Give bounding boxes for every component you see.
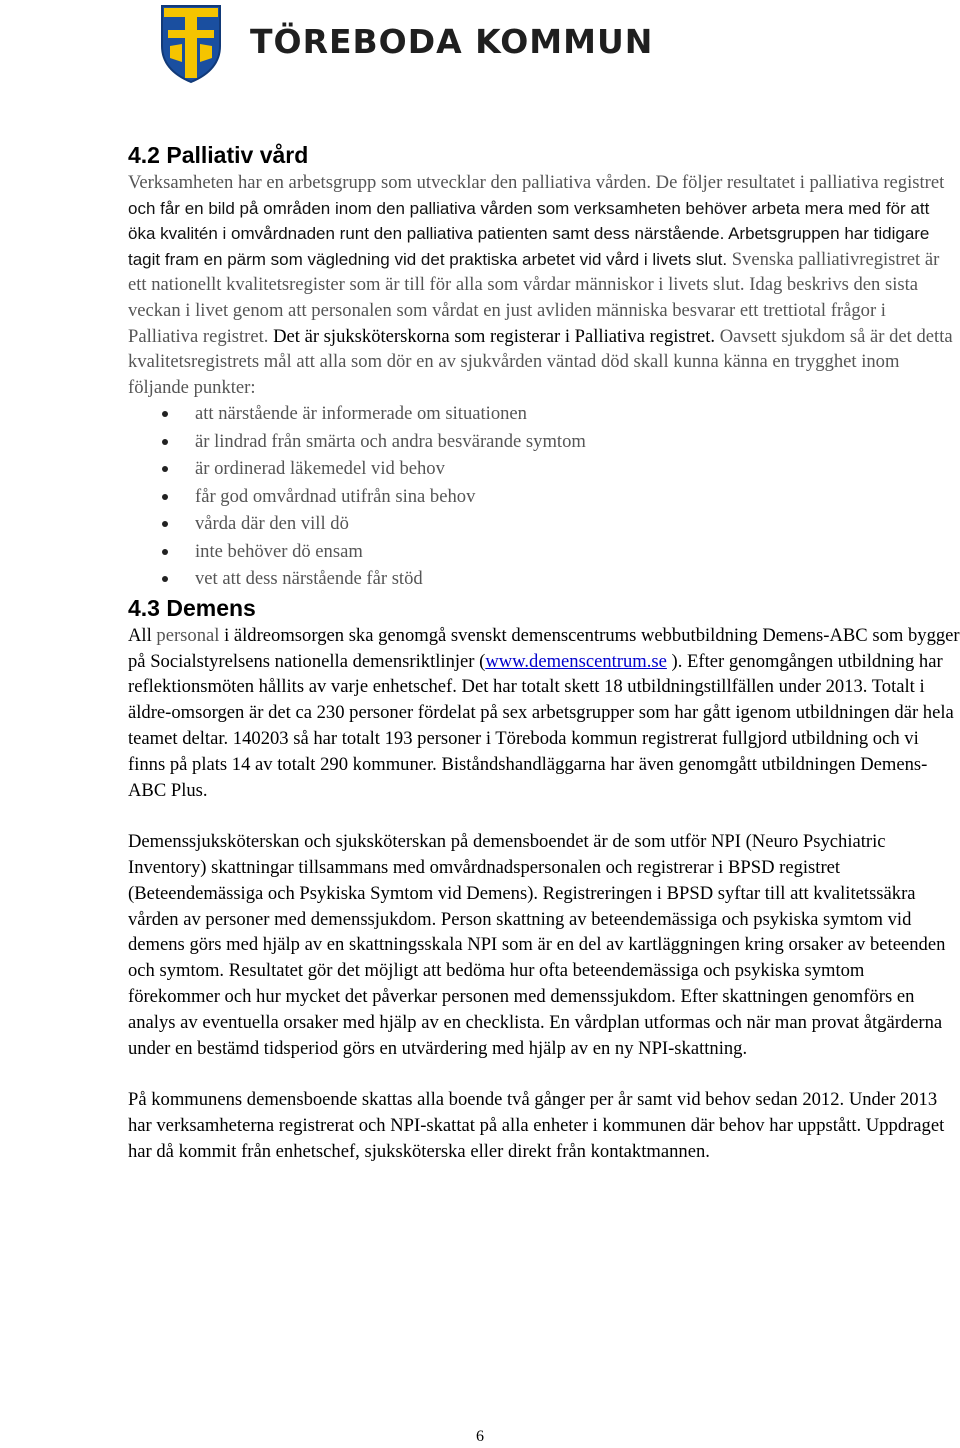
paragraph-segment: personal xyxy=(156,624,220,646)
list-item xyxy=(128,428,960,456)
list-item xyxy=(128,565,960,593)
bullet-list xyxy=(128,400,960,593)
bullet-icon xyxy=(162,494,168,500)
list-item-text: får god omvårdnad utifrån sina behov xyxy=(195,485,476,507)
page-number: 6 xyxy=(476,1428,484,1445)
paragraph-segment: i äldreomsorgen ska genomgå svenskt demenscentrums webbutbildning Demens-ABC som bygger på Socialstyrelsens nationella demensriktlinjer ( xyxy=(128,624,960,672)
demenscentrum-link[interactable]: www.demenscentrum.se xyxy=(485,650,667,672)
list-item xyxy=(128,538,960,566)
paragraph-segment: Det är sjuksköterskorna som registerar i Palliativa registret. xyxy=(273,325,716,347)
palliativ-paragraph xyxy=(128,170,960,400)
list-item-text: är lindrad från smärta och andra besvärande symtom xyxy=(195,430,586,452)
municipality-name: TÖREBODA KOMMUN xyxy=(250,22,654,61)
bullet-icon xyxy=(162,521,168,527)
list-item-text: vårda där den vill dö xyxy=(195,513,349,535)
demens-paragraph-1 xyxy=(128,623,960,804)
demens-paragraph-3: På kommunens demensboende skattas alla boende två gånger per år samt vid behov sedan 2012. Under 2013 har verksamheterna registrerat och NPI-skattat på alla enheter i kommunen där behov har uppstått. Uppdraget har då kommit från enhetschef, sjuksköterska eller direkt från kontaktmannen. xyxy=(128,1089,945,1162)
section-title-palliativ: 4.2 Palliativ vård xyxy=(128,142,309,168)
paragraph-segment: ). Efter genomgången utbildning har reflektionsmöten hållits av varje enhetschef. Det har totalt skett 18 utbildningstillfällen under 2013. Totalt i äldre-omsorgen är det ca 230 personer fördelat på sex arbetsgrupper som har gått igenom utbildningen där hela teamet deltar. 140203 så har totalt 193 personer i Töreboda kommun registrerat fullgjord utbildning och vi finns på plats 14 av totalt 290 kommuner. Biståndshandläggarna har även genomgått utbildningen Demens-ABC Plus. xyxy=(128,650,954,801)
document-body xyxy=(128,140,960,1165)
coat-of-arms-logo xyxy=(160,4,222,84)
list-item xyxy=(128,400,960,428)
paragraph-segment: Oavsett sjukdom så är det detta kvalitetsregistrets mål att alla som dör en av sjukvården väntad död skall kunna känna en trygghet inom följande punkter: xyxy=(128,325,953,398)
bullet-icon xyxy=(162,576,168,582)
bullet-icon xyxy=(162,466,168,472)
list-item xyxy=(128,510,960,538)
bullet-icon xyxy=(162,439,168,445)
bullet-icon xyxy=(162,549,168,555)
paragraph-segment: och får en bild på områden inom den palliativa vården som verksamheten behöver arbeta mera med för att öka kvalitén i omvårdnaden runt den palliativa patienten samt dess närstående. Arbetsgruppen har tidigare tagit fram en pärm som vägledning vid det praktiska arbetet vid vård i livets slut. xyxy=(128,198,930,269)
list-item-text: är ordinerad läkemedel vid behov xyxy=(195,458,445,480)
paragraph-segment: Verksamheten har en arbetsgrupp som utvecklar den palliativa vården. De följer resultatet i palliativa registret xyxy=(128,172,945,193)
list-item-text: inte behöver dö ensam xyxy=(195,540,363,562)
spacer xyxy=(128,803,960,829)
list-item xyxy=(128,483,960,511)
paragraph-segment: All xyxy=(128,624,157,646)
demens-paragraph-2: Demenssjuksköterskan och sjuksköterskan på demensboendet är de som utför NPI (Neuro Psychiatric Inventory) skattningar tillsammans med omvårdnadspersonalen och registrerar i BPSD registret (Beteendemässiga och Psykiska Symtom vid Demens). Registreringen i BPSD syftar till att kvalitetssäkra vården av personer med demenssjukdom. Person skattning av beteendemässiga och psykiska symtom vid demens görs med hjälp av en skattningsskala NPI som är en del av kartläggningen kring orsaker av beteenden och symtom. Resultatet gör det möjligt att bedöma hur ofta beteendemässiga och psykiska symtom förekommer och hur mycket det påverkar personen med demenssjukdom. Efter skattningen genomförs en analys av eventuella orsaker med hjälp av en checklista. En vårdplan utformas och när man provat åtgärderna under en bestämd tidsperiod görs en utvärdering med hjälp av en ny NPI-skattning. xyxy=(128,831,946,1059)
list-item-text: vet att dess närstående får stöd xyxy=(195,568,423,590)
list-item-text: att närstående är informerade om situationen xyxy=(195,403,527,425)
bullet-icon xyxy=(162,411,168,417)
paragraph-segment: Svenska palliativregistret är ett nationellt kvalitetsregister som är till för alla som vårdar människor i livets slut. Idag beskrivs den sista veckan i livet genom att personalen som vårdat en just avliden människa besvarar ett trettiotal frågor i Palliativa registret. xyxy=(128,248,940,347)
section-title-demens: 4.3 Demens xyxy=(128,594,256,621)
spacer xyxy=(128,1061,960,1087)
header xyxy=(160,4,654,86)
list-item xyxy=(128,455,960,483)
